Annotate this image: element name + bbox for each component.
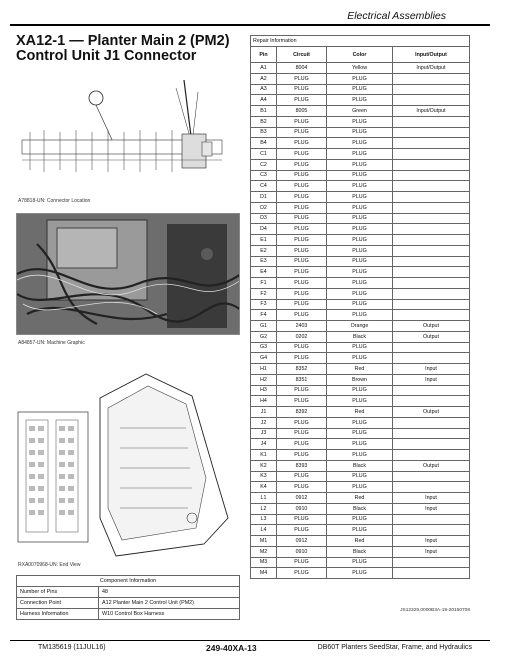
color-cell: Red — [327, 536, 393, 547]
circuit-cell: PLUG — [277, 396, 327, 407]
color-cell: Black — [327, 331, 393, 342]
section-title: Electrical Assemblies — [347, 10, 446, 22]
io-cell — [393, 353, 470, 364]
pin-cell: F1 — [251, 278, 277, 289]
pin-cell: E3 — [251, 256, 277, 267]
io-cell — [393, 170, 470, 181]
pin-cell: E2 — [251, 245, 277, 256]
io-cell — [393, 450, 470, 461]
circuit-cell: 0912 — [277, 493, 327, 504]
io-cell — [393, 439, 470, 450]
circuit-cell: PLUG — [277, 127, 327, 138]
pin-row — [251, 73, 470, 84]
pin-row — [251, 493, 470, 504]
pin-cell: B4 — [251, 138, 277, 149]
pin-cell: C3 — [251, 170, 277, 181]
color-cell: PLUG — [327, 342, 393, 353]
component-info-row — [17, 587, 240, 598]
circuit-cell: PLUG — [277, 514, 327, 525]
pin-row — [251, 557, 470, 568]
pin-cell: A3 — [251, 84, 277, 95]
circuit-cell: 8004 — [277, 63, 327, 74]
pin-row — [251, 84, 470, 95]
color-cell: Black — [327, 546, 393, 557]
header-color: Color — [327, 47, 393, 63]
io-cell — [393, 116, 470, 127]
pin-row — [251, 106, 470, 117]
color-cell: PLUG — [327, 84, 393, 95]
color-cell: PLUG — [327, 525, 393, 536]
pin-cell: B1 — [251, 106, 277, 117]
pin-cell: B2 — [251, 116, 277, 127]
color-cell: PLUG — [327, 450, 393, 461]
pin-row — [251, 63, 470, 74]
pin-row — [251, 181, 470, 192]
io-cell — [393, 514, 470, 525]
pin-cell: G2 — [251, 331, 277, 342]
pin-cell: H2 — [251, 374, 277, 385]
circuit-cell: PLUG — [277, 213, 327, 224]
circuit-cell: PLUG — [277, 288, 327, 299]
io-cell — [393, 149, 470, 160]
circuit-cell: 8393 — [277, 460, 327, 471]
pin-row — [251, 192, 470, 203]
pin-row — [251, 331, 470, 342]
io-cell: Input — [393, 536, 470, 547]
pin-cell: A2 — [251, 73, 277, 84]
pin-cell: L3 — [251, 514, 277, 525]
pin-row — [251, 546, 470, 557]
io-cell — [393, 84, 470, 95]
component-info-value: 48 — [99, 587, 240, 598]
io-cell — [393, 267, 470, 278]
pin-cell: F3 — [251, 299, 277, 310]
end-view-figure — [16, 368, 240, 562]
circuit-cell: PLUG — [277, 235, 327, 246]
pin-cell: G3 — [251, 342, 277, 353]
io-cell: Input — [393, 364, 470, 375]
circuit-cell: PLUG — [277, 342, 327, 353]
pin-cell: M3 — [251, 557, 277, 568]
component-info-value: W10 Control Box Harness — [99, 609, 240, 620]
component-info-row — [17, 598, 240, 609]
color-cell: PLUG — [327, 149, 393, 160]
pin-row — [251, 170, 470, 181]
circuit-cell: PLUG — [277, 181, 327, 192]
color-cell: PLUG — [327, 181, 393, 192]
io-cell — [393, 417, 470, 428]
footer-manual-title: DB60T Planters SeedStar, Frame, and Hydraulics — [317, 644, 472, 651]
pin-cell: J3 — [251, 428, 277, 439]
circuit-cell: PLUG — [277, 310, 327, 321]
color-cell: PLUG — [327, 256, 393, 267]
color-cell: Red — [327, 493, 393, 504]
io-cell — [393, 385, 470, 396]
pin-cell: M4 — [251, 568, 277, 579]
header-circuit: Circuit — [277, 47, 327, 63]
circuit-cell: 8392 — [277, 407, 327, 418]
pin-row — [251, 439, 470, 450]
color-cell: Yellow — [327, 63, 393, 74]
io-cell — [393, 299, 470, 310]
pin-row — [251, 299, 470, 310]
io-cell — [393, 181, 470, 192]
circuit-cell: PLUG — [277, 149, 327, 160]
io-cell — [393, 568, 470, 579]
color-cell: Red — [327, 364, 393, 375]
header-pin: Pin — [251, 47, 277, 63]
color-cell: PLUG — [327, 299, 393, 310]
circuit-cell: PLUG — [277, 116, 327, 127]
pin-cell: J4 — [251, 439, 277, 450]
color-cell: PLUG — [327, 116, 393, 127]
pin-cell: G1 — [251, 321, 277, 332]
pin-cell: H4 — [251, 396, 277, 407]
color-cell: PLUG — [327, 417, 393, 428]
io-cell — [393, 525, 470, 536]
io-cell: Input — [393, 374, 470, 385]
color-cell: PLUG — [327, 138, 393, 149]
circuit-cell: 0910 — [277, 503, 327, 514]
component-info-label: Number of Pins — [17, 587, 99, 598]
component-info-value: A12 Planter Main 2 Control Unit (PM2) — [99, 598, 240, 609]
pin-row — [251, 224, 470, 235]
circuit-cell: PLUG — [277, 245, 327, 256]
pin-cell: B3 — [251, 127, 277, 138]
circuit-cell: PLUG — [277, 192, 327, 203]
io-cell — [393, 127, 470, 138]
pin-cell: C1 — [251, 149, 277, 160]
io-cell — [393, 288, 470, 299]
pin-cell: F4 — [251, 310, 277, 321]
color-cell: PLUG — [327, 310, 393, 321]
io-cell — [393, 482, 470, 493]
pin-row — [251, 159, 470, 170]
io-cell — [393, 557, 470, 568]
circuit-cell: PLUG — [277, 525, 327, 536]
pin-row — [251, 256, 470, 267]
component-info-label: Connection Point — [17, 598, 99, 609]
pin-row — [251, 364, 470, 375]
machine-graphic-figure — [16, 213, 240, 335]
io-cell — [393, 428, 470, 439]
component-info-title: Component Information — [17, 576, 240, 587]
pin-cell: D2 — [251, 202, 277, 213]
circuit-cell: PLUG — [277, 439, 327, 450]
color-cell: PLUG — [327, 73, 393, 84]
pin-cell: E1 — [251, 235, 277, 246]
page-heading: XA12-1 — Planter Main 2 (PM2) Control Unit J1 Connector — [16, 33, 230, 64]
color-cell: PLUG — [327, 568, 393, 579]
circuit-cell: PLUG — [277, 159, 327, 170]
io-cell — [393, 224, 470, 235]
circuit-cell: PLUG — [277, 73, 327, 84]
color-cell: PLUG — [327, 159, 393, 170]
pin-row — [251, 482, 470, 493]
io-cell — [393, 192, 470, 203]
pin-cell: E4 — [251, 267, 277, 278]
pin-cell: H3 — [251, 385, 277, 396]
pin-row — [251, 278, 470, 289]
circuit-cell: PLUG — [277, 95, 327, 106]
color-cell: PLUG — [327, 127, 393, 138]
pin-row — [251, 213, 470, 224]
pin-row — [251, 525, 470, 536]
io-cell: Input/Output — [393, 106, 470, 117]
pin-cell: L1 — [251, 493, 277, 504]
color-cell: PLUG — [327, 95, 393, 106]
circuit-cell: PLUG — [277, 138, 327, 149]
color-cell: PLUG — [327, 428, 393, 439]
io-cell — [393, 138, 470, 149]
pin-row — [251, 353, 470, 364]
io-cell: Output — [393, 331, 470, 342]
footer-rule — [10, 640, 490, 641]
color-cell: PLUG — [327, 557, 393, 568]
pin-table — [250, 35, 470, 579]
pin-row — [251, 568, 470, 579]
pin-cell: D3 — [251, 213, 277, 224]
io-cell — [393, 256, 470, 267]
pin-cell: H1 — [251, 364, 277, 375]
circuit-cell: PLUG — [277, 84, 327, 95]
machine-graphic-caption: A84857-UN: Machine Graphic — [18, 340, 85, 346]
color-cell: PLUG — [327, 245, 393, 256]
end-view-caption: RXA0070968-UN: End View — [18, 562, 81, 568]
color-cell: Black — [327, 503, 393, 514]
circuit-cell: PLUG — [277, 417, 327, 428]
circuit-cell: PLUG — [277, 202, 327, 213]
pin-row — [251, 245, 470, 256]
pin-cell: F2 — [251, 288, 277, 299]
io-cell: Input/Output — [393, 63, 470, 74]
pin-row — [251, 149, 470, 160]
io-cell: Output — [393, 460, 470, 471]
pin-row — [251, 428, 470, 439]
pin-cell: L4 — [251, 525, 277, 536]
pin-row — [251, 235, 470, 246]
io-cell: Output — [393, 321, 470, 332]
color-cell: PLUG — [327, 267, 393, 278]
pin-cell: K1 — [251, 450, 277, 461]
pin-cell: D4 — [251, 224, 277, 235]
circuit-cell: PLUG — [277, 224, 327, 235]
circuit-cell: PLUG — [277, 256, 327, 267]
io-cell — [393, 95, 470, 106]
reference-code: JS12329,0000B3A-19-20150708 — [400, 608, 470, 613]
pin-row — [251, 450, 470, 461]
pin-cell: K2 — [251, 460, 277, 471]
pin-table-body — [251, 63, 470, 579]
pin-cell: A1 — [251, 63, 277, 74]
circuit-cell: 8351 — [277, 374, 327, 385]
pin-row — [251, 342, 470, 353]
io-cell — [393, 278, 470, 289]
component-info-row — [17, 609, 240, 620]
pin-row — [251, 514, 470, 525]
color-cell: PLUG — [327, 439, 393, 450]
pin-table-header — [251, 47, 470, 63]
color-cell: Black — [327, 460, 393, 471]
pin-row — [251, 503, 470, 514]
circuit-cell: PLUG — [277, 267, 327, 278]
header-io: Input/Output — [393, 47, 470, 63]
pin-row — [251, 460, 470, 471]
color-cell: Brown — [327, 374, 393, 385]
pin-row — [251, 116, 470, 127]
io-cell — [393, 310, 470, 321]
pin-cell: C4 — [251, 181, 277, 192]
pin-row — [251, 95, 470, 106]
color-cell: PLUG — [327, 213, 393, 224]
circuit-cell: 8005 — [277, 106, 327, 117]
header-rule — [10, 24, 490, 26]
color-cell: Red — [327, 407, 393, 418]
pin-row — [251, 536, 470, 547]
connector-location-caption: A78818-UN: Connector Location — [18, 198, 91, 204]
io-cell: Input — [393, 503, 470, 514]
pin-row — [251, 385, 470, 396]
io-cell: Input — [393, 546, 470, 557]
pin-row — [251, 288, 470, 299]
component-info-table — [16, 575, 240, 620]
pin-row — [251, 374, 470, 385]
pin-cell: A4 — [251, 95, 277, 106]
circuit-cell: PLUG — [277, 428, 327, 439]
color-cell: PLUG — [327, 192, 393, 203]
connector-location-figure — [16, 74, 240, 192]
circuit-cell: PLUG — [277, 299, 327, 310]
pin-cell: K3 — [251, 471, 277, 482]
pin-cell: D1 — [251, 192, 277, 203]
repair-info-row — [251, 36, 470, 47]
color-cell: PLUG — [327, 170, 393, 181]
circuit-cell: 2403 — [277, 321, 327, 332]
color-cell: PLUG — [327, 514, 393, 525]
circuit-cell: PLUG — [277, 385, 327, 396]
io-cell — [393, 235, 470, 246]
color-cell: PLUG — [327, 235, 393, 246]
pin-row — [251, 310, 470, 321]
pin-row — [251, 127, 470, 138]
pin-cell: C2 — [251, 159, 277, 170]
circuit-cell: PLUG — [277, 482, 327, 493]
repair-info-link[interactable]: Repair Information — [251, 36, 470, 47]
color-cell: PLUG — [327, 353, 393, 364]
footer-page-number: 249-40XA-13 — [206, 643, 257, 653]
io-cell — [393, 396, 470, 407]
pin-row — [251, 407, 470, 418]
pin-row — [251, 267, 470, 278]
circuit-cell: 0202 — [277, 331, 327, 342]
circuit-cell: 8352 — [277, 364, 327, 375]
pin-cell: G4 — [251, 353, 277, 364]
color-cell: PLUG — [327, 385, 393, 396]
pin-cell: J2 — [251, 417, 277, 428]
io-cell: Output — [393, 407, 470, 418]
circuit-cell: PLUG — [277, 353, 327, 364]
color-cell: PLUG — [327, 482, 393, 493]
pin-cell: J1 — [251, 407, 277, 418]
circuit-cell: 0910 — [277, 546, 327, 557]
io-cell — [393, 471, 470, 482]
io-cell: Input — [393, 493, 470, 504]
circuit-cell: PLUG — [277, 557, 327, 568]
pin-row — [251, 471, 470, 482]
pin-cell: M1 — [251, 536, 277, 547]
color-cell: PLUG — [327, 224, 393, 235]
io-cell — [393, 213, 470, 224]
color-cell: Orange — [327, 321, 393, 332]
component-info-label: Harness Information — [17, 609, 99, 620]
pin-row — [251, 321, 470, 332]
io-cell — [393, 342, 470, 353]
circuit-cell: PLUG — [277, 450, 327, 461]
pin-row — [251, 396, 470, 407]
circuit-cell: 0912 — [277, 536, 327, 547]
color-cell: PLUG — [327, 396, 393, 407]
pin-row — [251, 138, 470, 149]
circuit-cell: PLUG — [277, 170, 327, 181]
pin-cell: K4 — [251, 482, 277, 493]
io-cell — [393, 73, 470, 84]
footer-manual-id: TM135619 (11JUL16) — [38, 644, 106, 651]
io-cell — [393, 202, 470, 213]
color-cell: Green — [327, 106, 393, 117]
color-cell: PLUG — [327, 288, 393, 299]
pin-cell: L2 — [251, 503, 277, 514]
color-cell: PLUG — [327, 202, 393, 213]
pin-row — [251, 202, 470, 213]
circuit-cell: PLUG — [277, 568, 327, 579]
pin-row — [251, 417, 470, 428]
color-cell: PLUG — [327, 471, 393, 482]
io-cell — [393, 245, 470, 256]
pin-cell: M2 — [251, 546, 277, 557]
color-cell: PLUG — [327, 278, 393, 289]
circuit-cell: PLUG — [277, 278, 327, 289]
io-cell — [393, 159, 470, 170]
circuit-cell: PLUG — [277, 471, 327, 482]
